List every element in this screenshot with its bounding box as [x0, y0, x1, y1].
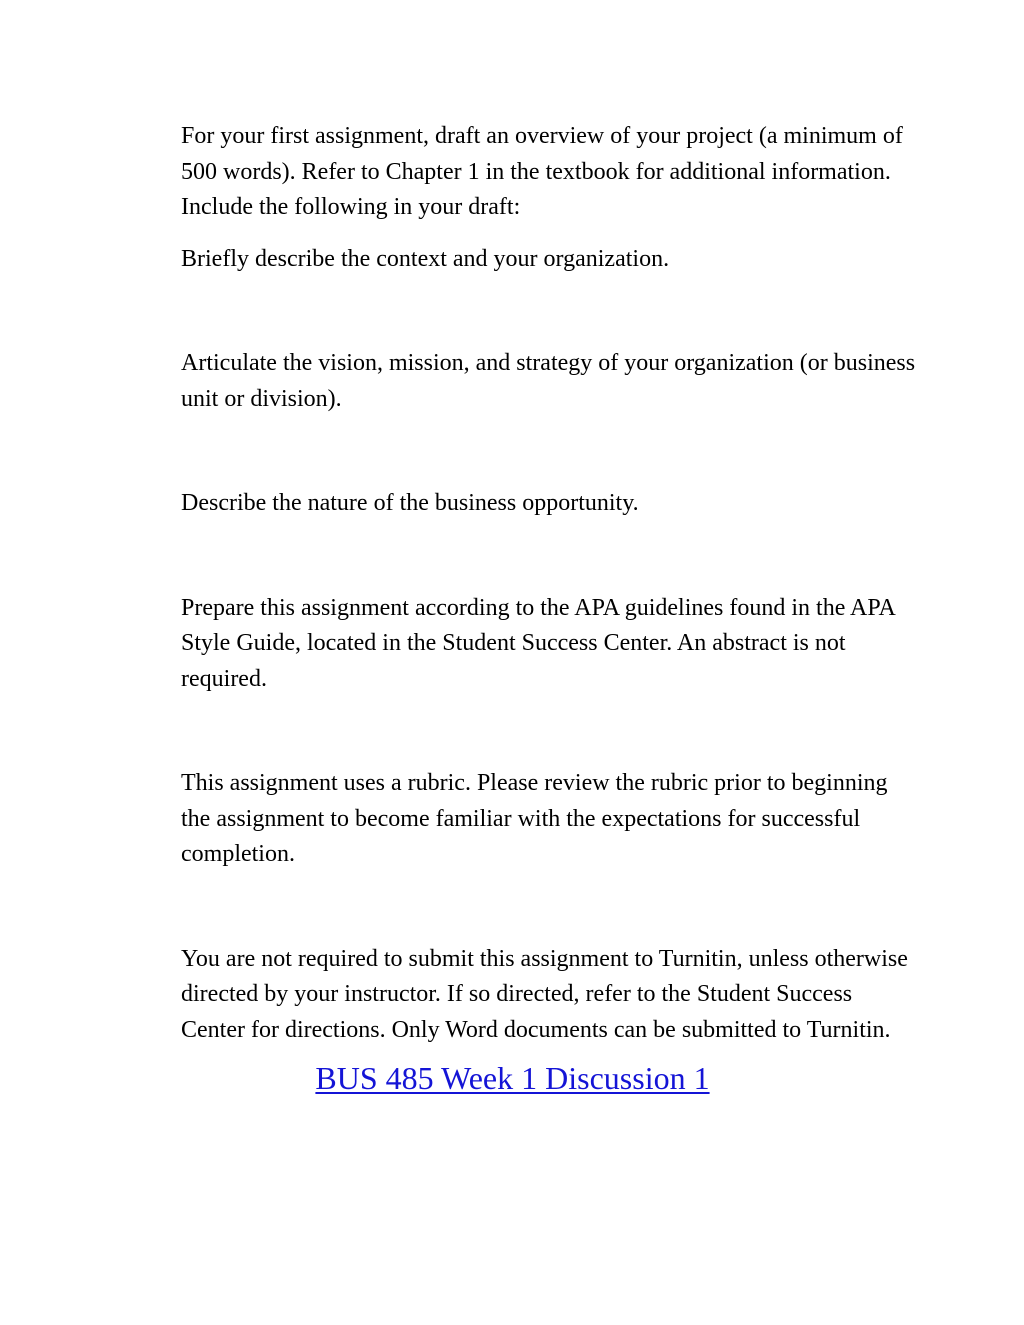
- document-body: [181, 119, 916, 1098]
- discussion-link[interactable]: BUS 485 Week 1 Discussion 1: [315, 1060, 710, 1096]
- opportunity-item: Describe the nature of the business opportunity.: [181, 490, 639, 516]
- apa-note: Prepare this assignment according to the APA guidelines found in the APA Style Guide, located in the Student Success Center. An abstract is not required.: [181, 594, 895, 692]
- rubric-note: This assignment uses a rubric. Please review the rubric prior to beginning the assignment to become familiar with the expectations for successful completion.: [181, 770, 888, 867]
- context-item: Briefly describe the context and your organization.: [181, 245, 670, 272]
- discussion-link-line: [181, 1058, 844, 1098]
- vision-item: Articulate the vision, mission, and strategy of your organization (or business unit or division).: [181, 350, 916, 412]
- intro-paragraph: For your first assignment, draft an overview of your project (a minimum of 500 words). Refer to Chapter 1 in the textbook for additional information. Include the following in your draft:: [181, 123, 903, 220]
- turnitin-note: You are not required to submit this assignment to Turnitin, unless otherwise directed by your instructor. If so directed, refer to the Student Success Center for directions. Only Word documents can be submitted to Turnitin.: [181, 945, 908, 1043]
